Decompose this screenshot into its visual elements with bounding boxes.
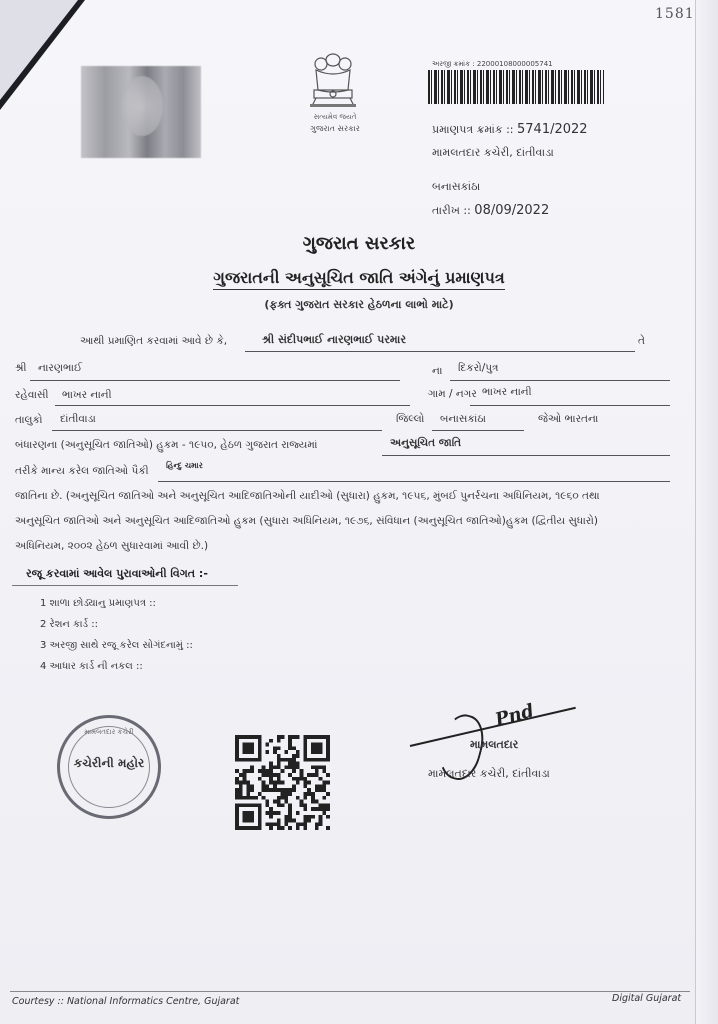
qr-code [235, 735, 330, 830]
resident-value: ભાખર નાની [62, 389, 112, 401]
father-underline [30, 380, 400, 381]
office-seal [57, 715, 161, 819]
signature-scrawl: Pnd [492, 700, 537, 731]
certificate-number-value: 5741/2022 [517, 122, 588, 137]
state-text: જેઓ ભારતના [538, 413, 599, 425]
footer-brand: Digital Gujarat [612, 993, 682, 1004]
relation: દિકરો/પુત્ર [458, 362, 499, 374]
caste-value: હિન્દુ ચમાર [166, 461, 203, 470]
legal-paragraph-line-2: અનુસૂચિત જાતિઓ અને અનુસૂચિત આદિજાતિઓ હુકમ (સુધારા અધિનિયમ, ૧૯૭૬, સંવિધાન (અનુસૂચિત જાતિઓ)હુકમ (દ્વિતીય સુધારો) [15, 515, 598, 527]
footer-divider [10, 991, 690, 992]
application-number-label: અરજી ક્રમાંક : [432, 60, 475, 68]
district-value: બનાસકાંઠા [440, 413, 487, 425]
seal-center-text: કચેરીની મહોર [73, 756, 145, 770]
emblem-motto: સત્યમેવ જયતે [313, 113, 357, 121]
constitution-text: બંધારણના (અનુસૂચિત જાતિઓ) હુકમ - ૧૯૫૦, હેઠળ ગુજરાત રાજ્યમાં [15, 439, 318, 451]
legal-paragraph-line-3: અધિનિયમ, ૨૦૦૨ હેઠળ સુધારવામાં આવી છે.) [15, 540, 209, 552]
village-underline [470, 405, 670, 406]
resident-label: રહેવાસી [15, 389, 49, 401]
page-edge [695, 0, 718, 1024]
issuing-office: મામલતદાર કચેરી, દાંતીવાડા [432, 146, 554, 159]
issue-date: તારીખ :: 08/09/2022 [432, 203, 550, 218]
issue-date-value: 08/09/2022 [474, 203, 550, 218]
taluka-underline [52, 430, 382, 431]
barcode [428, 70, 604, 104]
signatory-title: મામલતદાર [470, 738, 519, 751]
government-title: ગુજરાત સરકાર [302, 233, 416, 254]
document-item: 2 રેશન કાર્ડ :: [40, 619, 98, 630]
certificate-note: (ફક્ત ગુજરાત સરકાર હેઠળના લાભો માટે) [264, 298, 454, 311]
applicant-photo [81, 66, 201, 158]
certificate-title-text: ગુજરાતની અનુસૂચિત જાતિ અંગેનું પ્રમાણપત્ર [213, 268, 504, 290]
application-number [432, 60, 553, 69]
village-value: ભાખર નાની [482, 386, 532, 398]
caste-underline [158, 481, 670, 482]
certificate-title [0, 268, 718, 288]
document-item: 3 અરજી સાથે રજૂ કરેલ સોગંદનામું :: [40, 640, 193, 651]
documents-heading: રજૂ કરવામાં આવેલ પુરાવાઓની વિગત :- [26, 567, 208, 580]
holder-name: શ્રી સંદીપભાઈ નારણભાઈ પરમાર [262, 333, 407, 346]
relation-underline [450, 380, 670, 381]
legal-paragraph-line-1: જાતિના છે. (અનુસૂચિત જાતિઓ અને અનુસૂચિત આદિજાતિઓની યાદીઓ (સુધારા) હુકમ, ૧૯૫૬, મુંબઈ પુનર્રચના અધિનિયમ, ૧૯૬૦ તથા [15, 490, 600, 502]
taluka-label: તાલુકો [15, 414, 43, 426]
emblem-label: ગુજરાત સરકાર [310, 124, 360, 133]
document-item: 1 શાળા છોડ્યાનુ પ્રમાણપત્ર :: [40, 598, 156, 609]
district-label: જિલ્લો [396, 413, 425, 425]
shri-label: શ્રી [15, 362, 27, 374]
resident-underline [55, 405, 410, 406]
te-text: તે [638, 335, 645, 347]
seal-ring-text: મામલતદાર કચેરી [84, 728, 134, 736]
district-underline [432, 430, 524, 431]
taluka-value: દાંતીવાડા [60, 413, 96, 425]
handwritten-number: 1581 [655, 6, 695, 22]
category-value: અનુસૂચિત જાતિ [390, 437, 462, 449]
application-number-value: 2200010800000574‌1 [476, 60, 553, 68]
national-emblem-icon [302, 46, 364, 112]
father-name: નારણભાઈ [38, 362, 83, 374]
category-underline [382, 455, 670, 456]
signatory-office: મામલતદાર કચેરી, દાંતીવાડા [428, 767, 550, 780]
issue-date-label: તારીખ [432, 204, 460, 217]
certificate-number: પ્રમાણપત્ર ક્રમાંક :: 5741/2022 [432, 122, 588, 137]
certificate-number-label: પ્રમાણપત્ર ક્રમાંક [432, 123, 503, 136]
na-text: ના [432, 365, 443, 377]
name-underline [245, 351, 635, 352]
issuing-district: બનાસકાંઠા [432, 180, 481, 193]
recognized-text: તરીકે માન્ય કરેલ જાતિઓ પૈકી [15, 465, 149, 477]
footer-courtesy: Courtesy :: National Informatics Centre, Gujarat [12, 996, 240, 1007]
folded-corner [0, 0, 78, 100]
documents-heading-underline [12, 585, 238, 586]
document-item: 4 આધાર કાર્ડ ની નકલ :: [40, 661, 143, 672]
certify-text: આથી પ્રમાણિત કરવામાં આવે છે કે, [80, 335, 228, 347]
village-label: ગામ / નગર [428, 388, 477, 400]
